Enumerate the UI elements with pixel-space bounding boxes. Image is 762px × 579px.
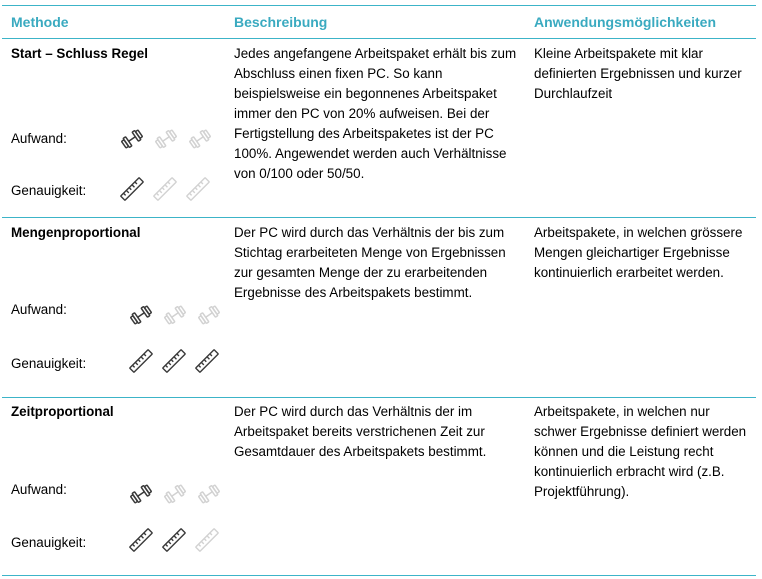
description-cell: Der PC wird durch das Verhältnis der im Arbeitspaket bereits verstrichenen Zeit zur Gesamtdauer des Arbeitspakets bestimmt.: [234, 404, 487, 459]
method-title: Zeitproportional: [11, 404, 114, 419]
genauigkeit-label: Genauigkeit:: [11, 356, 87, 371]
ruler-icon: [162, 349, 186, 373]
genauigkeit-rating: [129, 349, 219, 373]
aufwand-rating: [120, 127, 212, 151]
dumbbell-icon: [197, 303, 221, 327]
aufwand-label: Aufwand:: [11, 482, 67, 497]
ruler-icon: [120, 177, 144, 201]
ruler-icon: [129, 528, 153, 552]
header-anwendung: Anwendungsmöglichkeiten: [534, 14, 717, 30]
dumbbell-icon: [120, 127, 144, 151]
header-rule: [2, 38, 756, 39]
table-top-rule: [2, 5, 756, 6]
genauigkeit-label: Genauigkeit:: [11, 183, 87, 198]
dumbbell-icon: [197, 482, 221, 506]
dumbbell-icon: [154, 127, 178, 151]
genauigkeit-rating: [120, 177, 210, 201]
ruler-icon: [162, 528, 186, 552]
application-cell: Arbeitspakete, in welchen grössere Mengen gleichartiger Ergebnisse kontinuierlich erarbeitet werden.: [534, 225, 743, 280]
table-bottom-rule: [2, 575, 756, 576]
method-title: Start – Schluss Regel: [11, 46, 148, 61]
ruler-icon: [186, 177, 210, 201]
method-title: Mengenproportional: [11, 225, 141, 240]
row-divider: [2, 397, 756, 398]
aufwand-label: Aufwand:: [11, 131, 67, 146]
aufwand-rating: [129, 303, 221, 327]
dumbbell-icon: [129, 482, 153, 506]
header-beschreibung: Beschreibung: [234, 14, 328, 30]
description-cell: Jedes angefangene Arbeitspaket erhält bis zum Abschluss einen fixen PC. So kann beispielsweise ein begonnenes Arbeitspaket immer den PC von 20% aufweisen. Bei der Fertigstellung des Arbeitspaketes ist der PC 100%. Angewendet werden auch Verhältnisse von 0/100 oder 50/50.: [234, 46, 517, 181]
header-methode: Methode: [11, 14, 69, 30]
ruler-icon: [129, 349, 153, 373]
row-divider: [2, 217, 756, 218]
description-cell: Der PC wird durch das Verhältnis der bis zum Stichtag erarbeiteten Menge von Ergebnissen zur gesamten Menge der zu erarbeitenden Ergebnisse des Arbeitspakets bestimmt.: [234, 225, 506, 300]
ruler-icon: [153, 177, 177, 201]
dumbbell-icon: [188, 127, 212, 151]
aufwand-rating: [129, 482, 221, 506]
dumbbell-icon: [163, 482, 187, 506]
application-cell: Kleine Arbeitspakete mit klar definierten Ergebnissen und kurzer Durchlaufzeit: [534, 46, 742, 101]
dumbbell-icon: [163, 303, 187, 327]
aufwand-label: Aufwand:: [11, 302, 67, 317]
genauigkeit-label: Genauigkeit:: [11, 535, 87, 550]
dumbbell-icon: [129, 303, 153, 327]
application-cell: Arbeitspakete, in welchen nur schwer Ergebnisse definiert werden können und die Leistung recht kontinuierlich erbracht wird (z.B. Projektführung).: [534, 404, 747, 499]
ruler-icon: [195, 349, 219, 373]
ruler-icon: [195, 528, 219, 552]
genauigkeit-rating: [129, 528, 219, 552]
